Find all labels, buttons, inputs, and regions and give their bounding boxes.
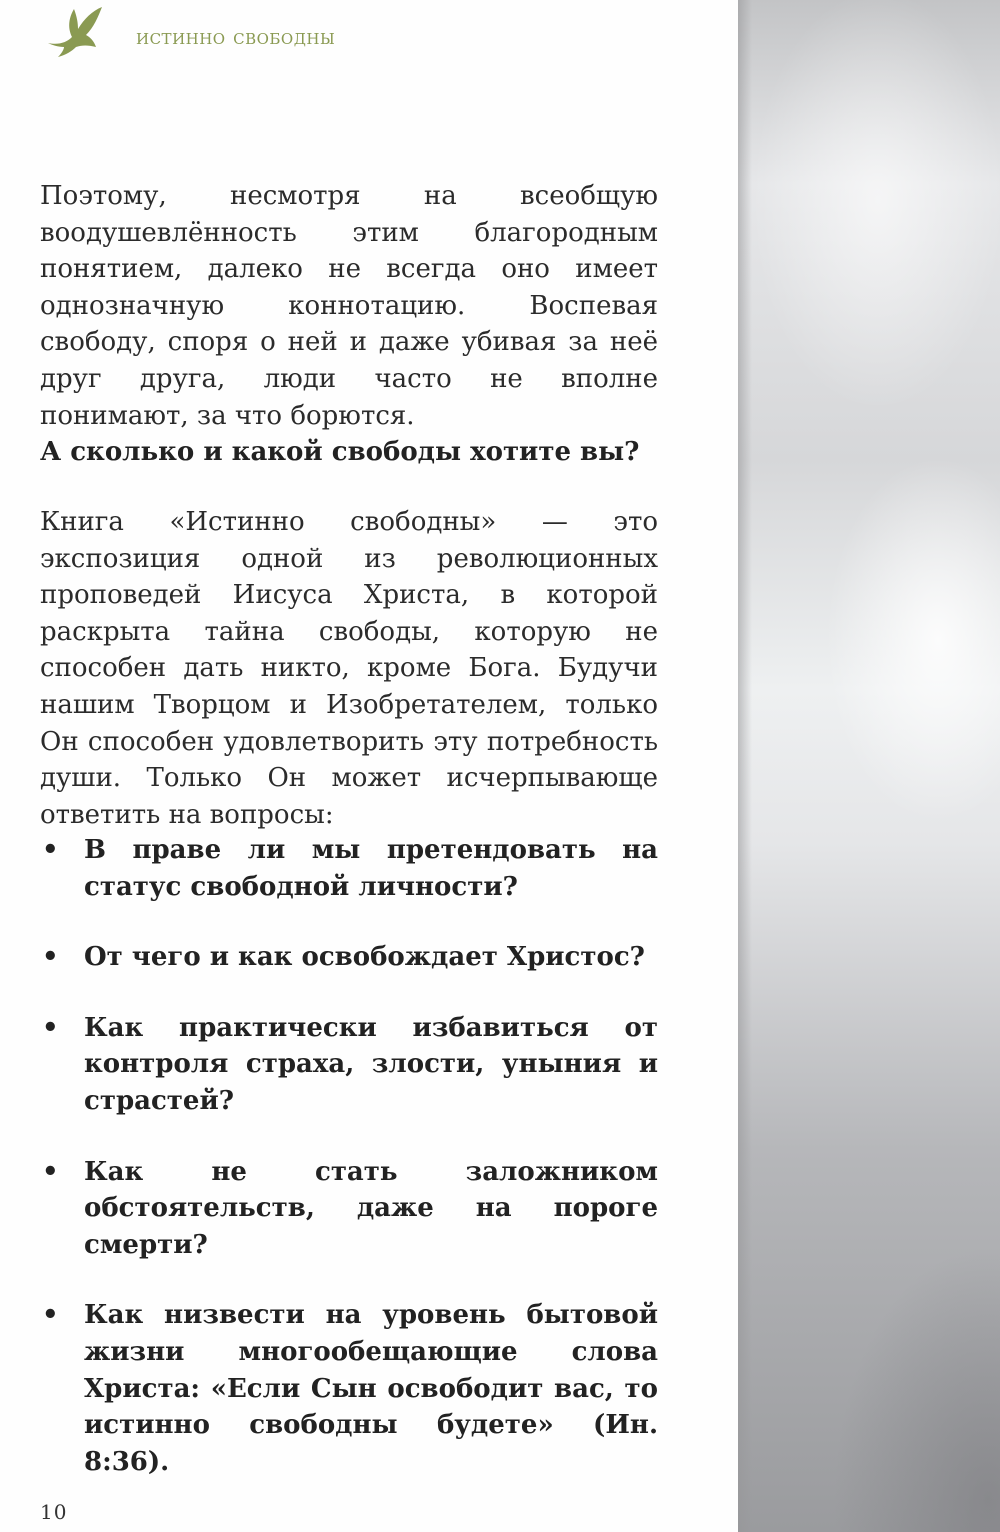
list-item-text: Как низвести на уровень бытовой жизни многообещающие слова Христа: «Если Сын освободит вас, то истинно свободны будете» (Ин. 8:36).	[84, 1300, 658, 1477]
bullet-marker: •	[42, 942, 59, 973]
page-number: 10	[40, 1500, 68, 1524]
list-item	[40, 939, 658, 976]
paragraph-2: Книга «Истинно свободны» — это экспозиция одной из революционных проповедей Иисуса Христа, в которой раскрыта тайна свободы, которую не способен дать никто, кроме Бога. Будучи нашим Творцом и Изобретателем, только Он способен удовлетворить эту потребность души. Только Он может исчерпывающе ответить на вопросы:	[40, 507, 658, 830]
subheading: А сколько и какой свободы хотите вы?	[40, 437, 640, 467]
list-item	[40, 832, 658, 905]
list-item-text: Как практически избавиться от контроля страха, злости, уныния и страстей?	[84, 1012, 658, 1116]
paragraph-1: Поэтому, несмотря на всеобщую воодушевлённость этим благородным понятием, далеко не всегда оно имеет однозначную коннотацию. Воспевая свободу, споря о ней и даже убивая за неё друг друга, люди часто не вполне понимают, за что борются.	[40, 181, 658, 431]
bullet-marker: •	[42, 1156, 59, 1187]
bullet-marker: •	[42, 1300, 59, 1331]
list-item	[40, 1297, 658, 1480]
running-title: истинно свободны	[136, 24, 336, 50]
bullet-marker: •	[42, 1012, 59, 1043]
list-item	[40, 1154, 658, 1264]
cloud-photo-strip	[738, 0, 1000, 1532]
list-item-text: Как не стать заложником обстоятельств, даже на пороге смерти?	[84, 1156, 658, 1260]
dove-icon	[44, 3, 106, 59]
page-header	[44, 0, 335, 62]
list-item-text: В праве ли мы претендовать на статус свободной личности?	[84, 835, 658, 902]
bullet-marker: •	[42, 835, 59, 865]
list-item	[40, 1010, 658, 1120]
question-list	[40, 832, 658, 1480]
list-item-text: От чего и как освобождает Христос?	[84, 942, 645, 973]
